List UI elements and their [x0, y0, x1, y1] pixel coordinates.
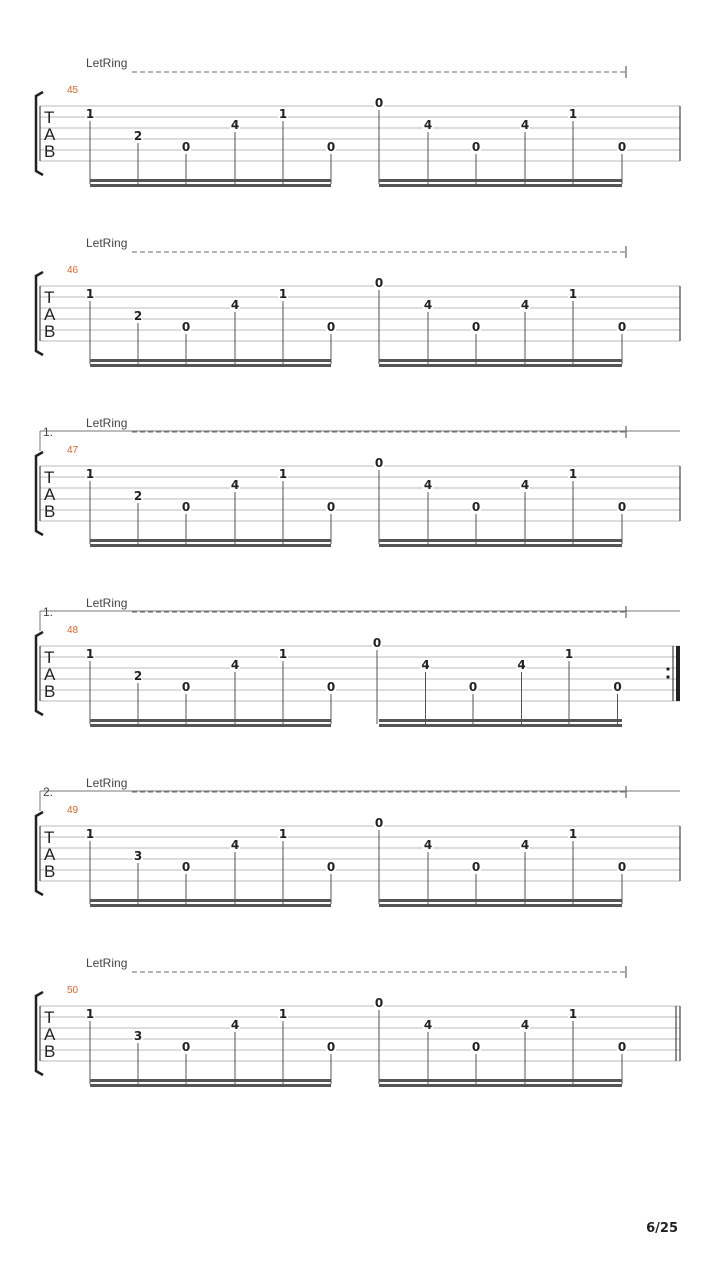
fret-number: 0 [374, 456, 384, 470]
beam [90, 719, 331, 722]
fret-number: 1 [85, 467, 95, 481]
beam [379, 544, 622, 547]
tab-clef-letter: T [44, 828, 55, 847]
fret-number: 4 [423, 1018, 433, 1032]
fret-number: 3 [133, 849, 143, 863]
measure-number: 45 [67, 85, 79, 96]
fret-number: 2 [133, 309, 143, 323]
beam [90, 179, 331, 182]
fret-number: 0 [326, 1040, 336, 1054]
fret-number: 1 [85, 647, 95, 661]
tab-system-50 [36, 956, 680, 1087]
fret-number: 0 [181, 680, 191, 694]
beam [379, 1084, 622, 1087]
tab-clef-letter: B [44, 142, 56, 161]
beam [379, 184, 622, 187]
beam [90, 1079, 331, 1082]
fret-number: 1 [278, 1007, 288, 1021]
fret-number: 4 [520, 118, 530, 132]
fret-number: 1 [85, 287, 95, 301]
fret-number: 1 [85, 827, 95, 841]
fret-number: 1 [278, 647, 288, 661]
beam [90, 724, 331, 727]
beam [379, 179, 622, 182]
fret-number: 0 [326, 680, 336, 694]
fret-number: 0 [326, 320, 336, 334]
repeat-dot [666, 667, 669, 670]
beam [379, 724, 622, 727]
fret-number: 1 [85, 1007, 95, 1021]
letring-label: LetRing [86, 56, 128, 70]
fret-number: 0 [374, 816, 384, 830]
fret-number: 1 [278, 827, 288, 841]
fret-number: 4 [520, 838, 530, 852]
fret-number: 0 [181, 1040, 191, 1054]
tab-clef-letter: B [44, 502, 56, 521]
beam [379, 904, 622, 907]
beam [90, 539, 331, 542]
tab-system-49 [36, 776, 680, 907]
fret-number: 4 [517, 658, 526, 672]
volta-label: 2. [43, 785, 54, 799]
fret-number: 0 [326, 500, 336, 514]
fret-number: 4 [230, 298, 240, 312]
measure-number: 49 [67, 805, 79, 816]
volta-label: 1. [43, 425, 54, 439]
beam [90, 364, 331, 367]
beam [90, 899, 331, 902]
letring-label: LetRing [86, 956, 128, 970]
fret-number: 0 [181, 140, 191, 154]
fret-number: 3 [133, 1029, 143, 1043]
fret-number: 0 [326, 140, 336, 154]
fret-number: 1 [278, 467, 288, 481]
tab-clef-letter: T [44, 1008, 55, 1027]
fret-number: 4 [230, 1018, 240, 1032]
fret-number: 1 [568, 467, 578, 481]
fret-number: 1 [568, 827, 578, 841]
fret-number: 1 [278, 107, 288, 121]
beam [90, 359, 331, 362]
fret-number: 0 [372, 636, 382, 650]
tab-system-45 [36, 56, 680, 187]
tab-clef-letter: T [44, 468, 55, 487]
fret-number: 0 [181, 320, 191, 334]
fret-number: 0 [471, 500, 481, 514]
measure-number: 47 [67, 445, 79, 456]
tab-clef-letter: A [44, 845, 56, 864]
beam [90, 904, 331, 907]
fret-number: 4 [520, 1018, 530, 1032]
fret-number: 0 [617, 1040, 627, 1054]
fret-number: 0 [471, 860, 481, 874]
beam [379, 539, 622, 542]
fret-number: 2 [133, 669, 143, 683]
tab-clef-letter: B [44, 682, 56, 701]
tab-clef-letter: A [44, 665, 56, 684]
fret-number: 1 [564, 647, 574, 661]
fret-number: 4 [230, 838, 240, 852]
beam [379, 359, 622, 362]
fret-number: 0 [613, 680, 622, 694]
fret-number: 4 [230, 118, 240, 132]
tab-clef-letter: A [44, 125, 56, 144]
fret-number: 4 [423, 298, 433, 312]
tab-clef-letter: B [44, 322, 56, 341]
measure-number: 46 [67, 265, 79, 276]
fret-number: 0 [326, 860, 336, 874]
fret-number: 2 [133, 489, 143, 503]
fret-number: 4 [230, 478, 240, 492]
letring-label: LetRing [86, 416, 128, 430]
page-number: 6/25 [646, 1221, 678, 1236]
fret-number: 0 [617, 140, 627, 154]
beam [379, 364, 622, 367]
fret-number: 0 [468, 680, 478, 694]
volta-label: 1. [43, 605, 54, 619]
fret-number: 1 [278, 287, 288, 301]
repeat-dot [666, 675, 669, 678]
tab-system-47 [36, 416, 680, 547]
beam [379, 719, 622, 722]
fret-number: 1 [568, 107, 578, 121]
fret-number: 4 [423, 118, 433, 132]
tab-clef-letter: A [44, 1025, 56, 1044]
fret-number: 0 [617, 500, 627, 514]
tab-clef-letter: A [44, 485, 56, 504]
fret-number: 0 [374, 96, 384, 110]
fret-number: 0 [471, 140, 481, 154]
measure-number: 48 [67, 625, 79, 636]
tab-clef-letter: T [44, 648, 55, 667]
tab-clef-letter: B [44, 862, 56, 881]
fret-number: 0 [181, 860, 191, 874]
beam [90, 184, 331, 187]
fret-number: 4 [423, 478, 433, 492]
tab-clef-letter: T [44, 108, 55, 127]
fret-number: 2 [133, 129, 143, 143]
measure-number: 50 [67, 985, 79, 996]
beam [90, 544, 331, 547]
fret-number: 4 [421, 658, 430, 672]
letring-label: LetRing [86, 236, 128, 250]
fret-number: 1 [568, 1007, 578, 1021]
tab-clef-letter: A [44, 305, 56, 324]
fret-number: 0 [617, 320, 627, 334]
tab-system-48 [36, 596, 680, 727]
fret-number: 1 [85, 107, 95, 121]
letring-label: LetRing [86, 596, 128, 610]
fret-number: 0 [181, 500, 191, 514]
tab-clef-letter: T [44, 288, 55, 307]
fret-number: 4 [520, 478, 530, 492]
tab-system-46 [36, 236, 680, 367]
tab-clef-letter: B [44, 1042, 56, 1061]
letring-label: LetRing [86, 776, 128, 790]
fret-number: 0 [471, 1040, 481, 1054]
fret-number: 0 [374, 996, 384, 1010]
fret-number: 4 [520, 298, 530, 312]
beam [90, 1084, 331, 1087]
fret-number: 4 [423, 838, 433, 852]
fret-number: 0 [617, 860, 627, 874]
fret-number: 0 [471, 320, 481, 334]
beam [379, 899, 622, 902]
fret-number: 1 [568, 287, 578, 301]
beam [379, 1079, 622, 1082]
fret-number: 0 [374, 276, 384, 290]
fret-number: 4 [230, 658, 240, 672]
